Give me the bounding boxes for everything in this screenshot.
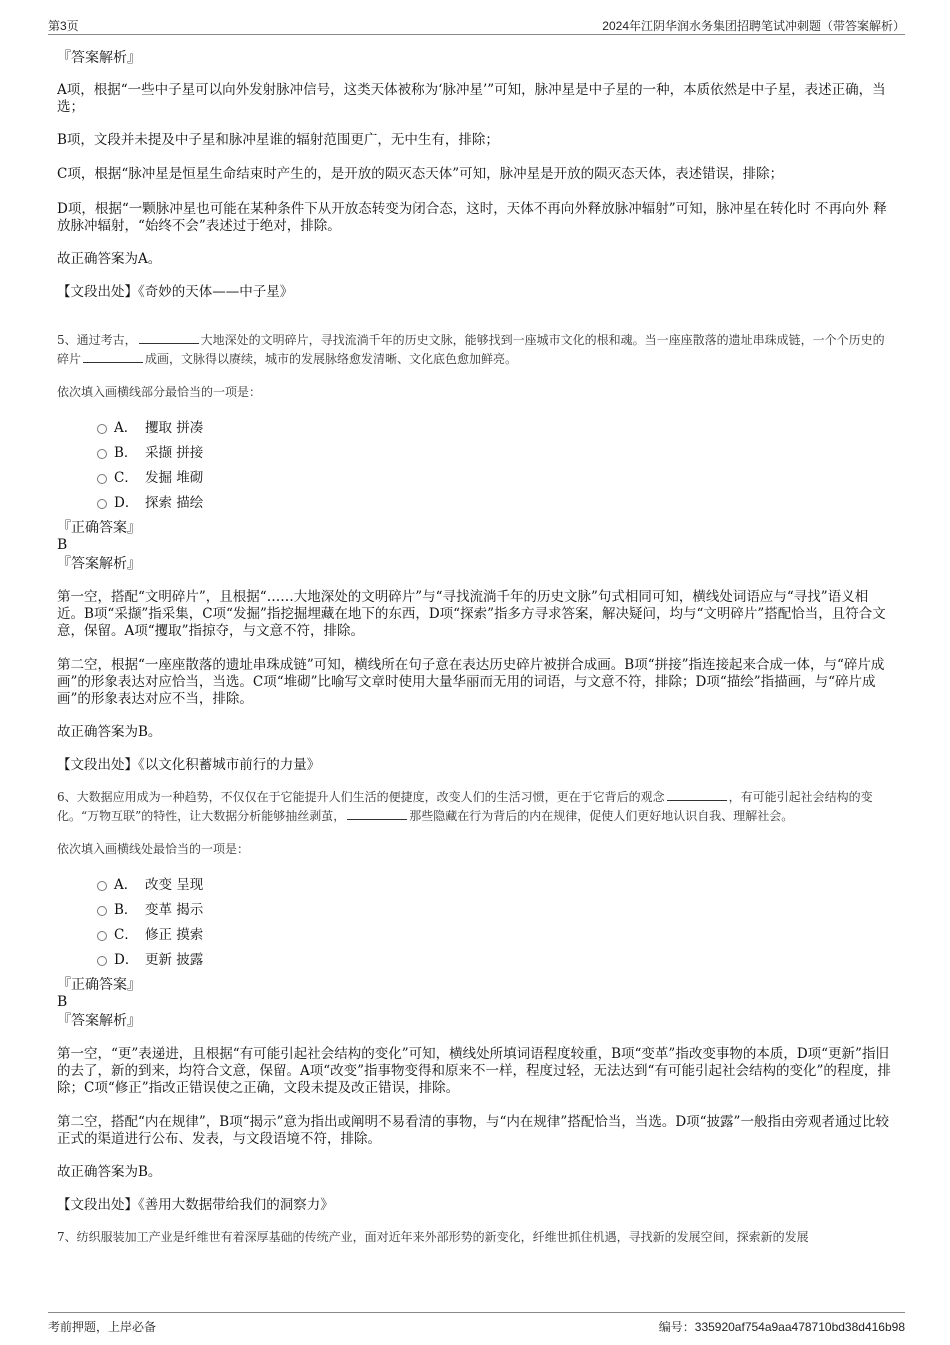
page-content (57, 46, 895, 1296)
analysis-blank-1: 第一空，“更”表递进，且根据“有可能引起社会结构的变化”可知，横线处所填词语程度较重，B项“变革”指改变事物的本质，D项“更新”指旧的去了，新的到来，均符合文意，保留。A项“改变”指事物变得和原来不一样，程度过轻，无法达到“有可能引起社会结构的变化”的程度，排除；C项“修正”指改正错误使之正确，文段未提及改正错误，排除。 (57, 1046, 891, 1096)
radio-icon[interactable] (97, 449, 107, 459)
correct-answer: B (57, 994, 68, 1010)
analysis-option-b: B项，文段并未提及中子星和脉冲星谁的辐射范围更广，无中生有，排除； (57, 132, 499, 148)
radio-icon[interactable] (97, 474, 107, 484)
stem-part: 5、通过考古， (57, 333, 137, 347)
page-number: 第3页 (48, 19, 79, 33)
option-letter: D． (114, 952, 139, 968)
question-prompt: 依次填入画横线部分最恰当的一项是： (57, 385, 262, 399)
analysis-label: 『答案解析』 (57, 556, 141, 572)
question-6 (57, 788, 895, 1214)
options-list (57, 416, 895, 516)
option-b[interactable] (57, 441, 895, 466)
question-stem (57, 788, 895, 826)
correct-answer: B (57, 537, 68, 553)
option-text: 攫取 拼凑 (145, 420, 204, 436)
option-b[interactable] (57, 898, 895, 923)
option-letter: A． (114, 420, 138, 436)
option-c[interactable] (57, 923, 895, 948)
stem-part: 大地深处的文明碎片，寻找流淌千年的历史文脉，能够找到一座城市文化的根和魂。当一座座散落的遗址串珠成链，一个个历史的碎片 (57, 333, 885, 366)
option-letter: C． (114, 470, 138, 486)
radio-icon[interactable] (97, 881, 107, 891)
conclusion: 故正确答案为B。 (57, 1164, 162, 1180)
analysis-option-c: C项，根据“脉冲星是恒星生命结束时产生的，是开放的陨灭态天体”可知，脉冲星是开放的陨灭态天体，表述错误，排除； (57, 166, 784, 182)
option-c[interactable] (57, 466, 895, 491)
radio-icon[interactable] (97, 931, 107, 941)
conclusion: 故正确答案为A。 (57, 251, 162, 267)
radio-icon[interactable] (97, 956, 107, 966)
option-d[interactable] (57, 948, 895, 973)
option-text: 发掘 堆砌 (145, 470, 204, 486)
option-a[interactable] (57, 873, 895, 898)
analysis-blank-2: 第二空，根据“一座座散落的遗址串珠成链”可知，横线所在句子意在表达历史碎片被拼合成画。B项“拼接”指连接起来合成一体，与“碎片成画”的形象表达对应恰当，当选。C项“堆砌”比喻写文章时使用大量华丽而无用的词语，与文意不符，排除；D项“描绘”指描画，与“碎片成画”的形象表达对应不当，排除。 (57, 657, 885, 707)
radio-icon[interactable] (97, 424, 107, 434)
option-a[interactable] (57, 416, 895, 441)
option-d[interactable] (57, 491, 895, 516)
option-text: 探索 描绘 (145, 495, 204, 511)
correct-answer-label: 『正确答案』 (57, 520, 141, 536)
analysis-option-d: D项，根据“一颗脉冲星也可能在某种条件下从开放态转变为闭合态，这时，天体不再向外释放脉冲辐射”可知，脉冲星在转化时 不再向外 释放脉冲辐射，“始终不会”表述过于绝对，排除。 (57, 201, 887, 234)
option-text: 改变 呈现 (145, 877, 204, 893)
option-text: 修正 摸索 (145, 927, 204, 943)
stem-part: 6、大数据应用成为一种趋势，不仅仅在于它能提升人们生活的便捷度，改变人们的生活习惯，更在于它背后的观念 (57, 790, 665, 804)
option-text: 采撷 拼接 (145, 445, 204, 461)
option-text: 变革 揭示 (145, 902, 204, 918)
question-7-partial: 7、纺织服装加工产业是纤维世有着深厚基础的传统产业，面对近年来外部形势的新变化，纤维世抓住机遇，寻找新的发展空间，探索新的发展 (57, 1230, 809, 1244)
fill-blank (347, 807, 407, 820)
document-code: 编号：335920af754a9aa478710bd38d416b98 (658, 1320, 905, 1334)
stem-part: 那些隐藏在行为背后的内在规律，促使人们更好地认识自我、理解社会。 (409, 809, 794, 823)
page-header (48, 14, 905, 35)
radio-icon[interactable] (97, 906, 107, 916)
option-letter: D． (114, 495, 139, 511)
correct-answer-label: 『正确答案』 (57, 977, 141, 993)
question-stem (57, 331, 895, 369)
source: 【文段出处】《奇妙的天体——中子星》 (57, 284, 294, 300)
stem-part: ，有可能引起社会结构的变化。“万物互联”的特性，让大数据分析能够抽丝剥茧， (57, 790, 873, 823)
radio-icon[interactable] (97, 499, 107, 509)
conclusion: 故正确答案为B。 (57, 724, 162, 740)
analysis-option-a: A项，根据“一些中子星可以向外发射脉冲信号，这类天体被称为‘脉冲星’”可知，脉冲星是中子星的一种，本质依然是中子星，表述正确，当选； (57, 82, 886, 115)
fill-blank (667, 788, 727, 801)
fill-blank (139, 331, 199, 344)
options-list (57, 873, 895, 973)
analysis-label: 『答案解析』 (57, 1013, 141, 1029)
option-letter: A． (114, 877, 138, 893)
question-5 (57, 331, 895, 774)
document-title: 2024年江阴华润水务集团招聘笔试冲刺题（带答案解析） (602, 19, 905, 33)
option-text: 更新 披露 (145, 952, 204, 968)
fill-blank (83, 350, 143, 363)
q4-analysis-section (57, 50, 895, 301)
source: 【文段出处】《以文化积蓄城市前行的力量》 (57, 757, 321, 773)
analysis-blank-1: 第一空，搭配“文明碎片”，且根据“……大地深处的文明碎片”与“寻找流淌千年的历史文脉”句式相同可知，横线处词语应与“寻找”语义相近。B项“采撷”指采集，C项“发掘”指挖掘埋藏在地下的东西，D项“探索”指多方寻求答案，解决疑问，均与“文明碎片”搭配恰当，且符合文意，保留。A项“攫取”指掠夺，与文意不符，排除。 (57, 589, 886, 639)
analysis-label: 『答案解析』 (57, 50, 141, 66)
stem-part: 成画，文脉得以赓续，城市的发展脉络愈发清晰、文化底色愈加鲜亮。 (145, 352, 518, 366)
analysis-blank-2: 第二空，搭配“内在规律”，B项“揭示”意为指出或阐明不易看清的事物，与“内在规律”搭配恰当，当选。D项“披露”一般指由旁观者通过比较正式的渠道进行公布、发表，与文段语境不符，排除。 (57, 1114, 889, 1147)
page-footer (48, 1312, 905, 1335)
option-letter: B． (114, 445, 138, 461)
source: 【文段出处】《善用大数据带给我们的洞察力》 (57, 1197, 334, 1213)
footer-slogan: 考前押题，上岸必备 (48, 1320, 157, 1334)
option-letter: C． (114, 927, 138, 943)
question-prompt: 依次填入画横线处最恰当的一项是： (57, 842, 250, 856)
option-letter: B． (114, 902, 138, 918)
